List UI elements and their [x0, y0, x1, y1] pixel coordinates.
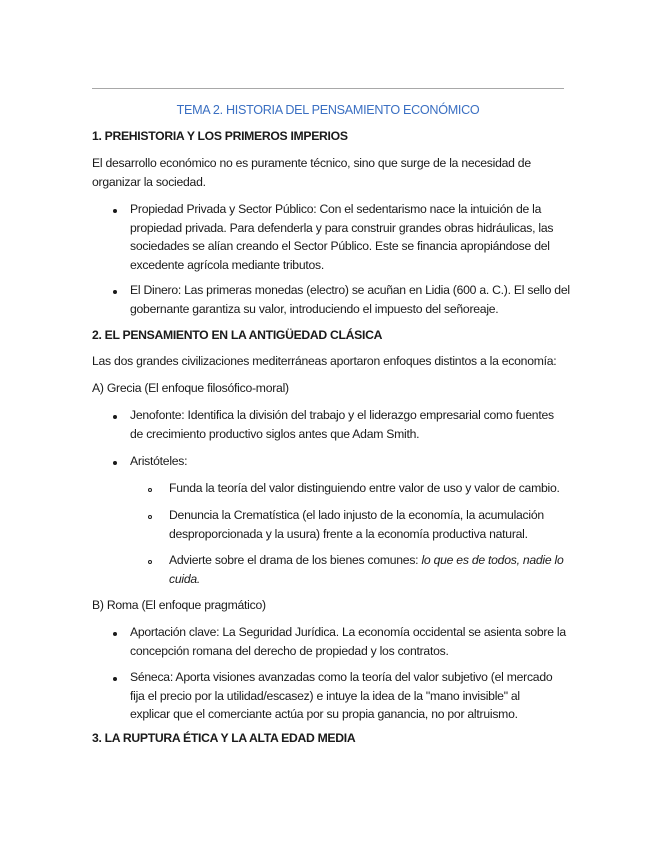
- sub-bullet-icon: [148, 488, 152, 492]
- bullet-icon: [113, 677, 117, 681]
- aristoteles-item-3-line-2: cuida.: [169, 571, 201, 586]
- jenofonte-line-1: Jenofonte: Identifica la división del trabajo y el liderazgo empresarial como fuentes: [130, 408, 554, 422]
- section-3-heading: 3. LA RUPTURA ÉTICA Y LA ALTA EDAD MEDIA: [92, 731, 356, 745]
- aristoteles-label: Aristóteles:: [130, 454, 188, 468]
- seneca-line-2: fija el precio por la utilidad/escasez) e intuye la idea de la "mano invisible" al: [130, 688, 520, 703]
- bullet-icon: [113, 209, 117, 213]
- s1-b1-line-4: excedente agrícola mediante tributos.: [130, 257, 324, 272]
- aristoteles-item-3-line-1: [169, 551, 564, 570]
- aristoteles-item-3-text: Advierte sobre el drama de los bienes comunes:: [169, 553, 422, 567]
- jenofonte-line-2: de crecimiento productivo siglos antes que Adam Smith.: [130, 426, 420, 441]
- s1-b2-line-2: gobernante garantiza su valor, introduciendo el impuesto del señoreaje.: [130, 301, 499, 316]
- section-2-heading: 2. EL PENSAMIENTO EN LA ANTIGÜEDAD CLÁSICA: [92, 328, 383, 342]
- bullet-icon: [113, 632, 117, 636]
- s1-b1-line-1: Propiedad Privada y Sector Público: Con el sedentarismo nace la intuición de la: [130, 202, 542, 216]
- section-1-heading: 1. PREHISTORIA Y LOS PRIMEROS IMPERIOS: [92, 129, 348, 143]
- sub-bullet-icon: [148, 515, 152, 519]
- s2-intro: Las dos grandes civilizaciones mediterráneas aportaron enfoques distintos a la economía:: [92, 354, 557, 368]
- roma-item-1-line-2: concepción romana del derecho de propiedad y los contratos.: [130, 643, 449, 658]
- s1-b2-line-1: El Dinero: Las primeras monedas (electro) se acuñan en Lidia (600 a. C.). El sello del: [130, 283, 570, 297]
- seneca-line-3: explicar que el comerciante actúa por su propia ganancia, no por altruismo.: [130, 707, 518, 721]
- bullet-icon: [113, 290, 117, 294]
- aristoteles-item-3-quote: lo que es de todos, nadie lo: [421, 553, 564, 567]
- aristoteles-item-2-line-2: desproporcionada y la usura) frente a la economía productiva natural.: [169, 526, 528, 541]
- bullet-icon: [113, 461, 117, 465]
- bullet-icon: [113, 415, 117, 419]
- s1-intro-line-1: El desarrollo económico no es puramente técnico, sino que surge de la necesidad de: [92, 156, 531, 170]
- s1-b1-line-3: sociedades se alían creando el Sector Público. Este se financia apropiándose del: [130, 239, 550, 253]
- grecia-subheading: A) Grecia (El enfoque filosófico-moral): [92, 381, 289, 395]
- roma-item-1-line-1: Aportación clave: La Seguridad Jurídica. La economía occidental se asienta sobre la: [130, 625, 566, 639]
- aristoteles-item-1: Funda la teoría del valor distinguiendo entre valor de uso y valor de cambio.: [169, 481, 560, 495]
- seneca-line-1: Séneca: Aporta visiones avanzadas como la teoría del valor subjetivo (el mercado: [130, 670, 553, 684]
- document-title: TEMA 2. HISTORIA DEL PENSAMIENTO ECONÓMICO: [176, 103, 480, 117]
- roma-subheading: B) Roma (El enfoque pragmático): [92, 598, 266, 612]
- s1-b1-line-2: propiedad privada. Para defenderla y para construir grandes obras hidráulicas, las: [130, 220, 554, 235]
- s1-intro-line-2: organizar la sociedad.: [92, 174, 206, 189]
- sub-bullet-icon: [148, 560, 152, 564]
- header-rule: [92, 88, 564, 89]
- aristoteles-item-2-line-1: Denuncia la Crematística (el lado injusto de la economía, la acumulación: [169, 508, 544, 522]
